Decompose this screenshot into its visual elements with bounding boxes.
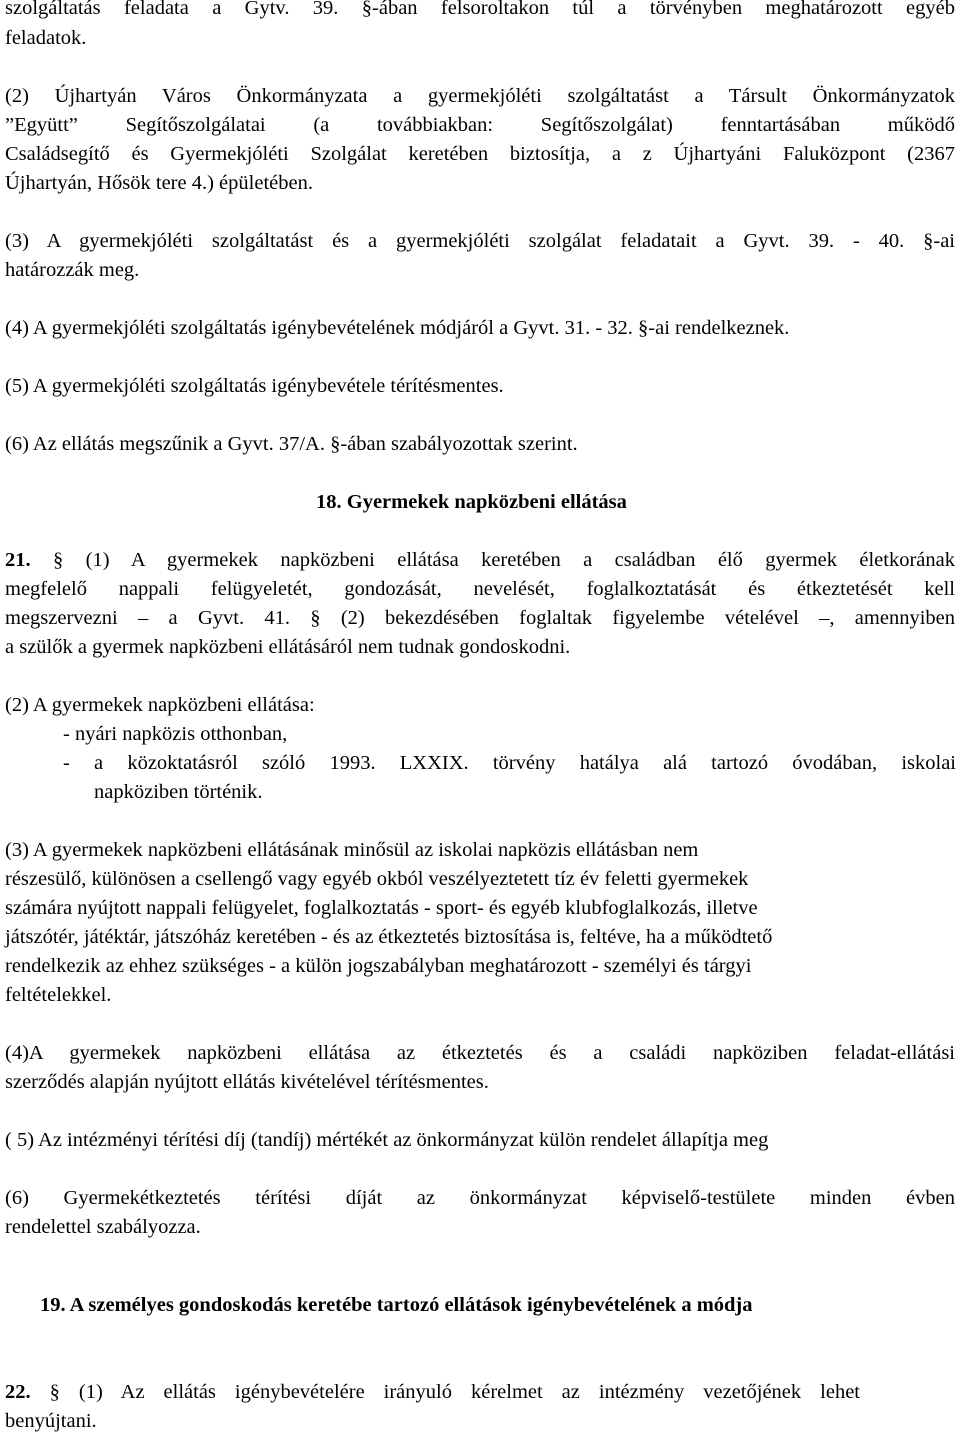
section-heading-18: 18. Gyermekek napközbeni ellátása [316,491,627,513]
sec21-para-1-first-text: § (1) A gyermekek napközbeni ellátása keretében a családban élő gyermek életkorának [30,549,955,571]
section-heading-19: 19. A személyes gondoskodás keretébe tartozó ellátások igénybevételének a módja [40,1294,753,1316]
sec21-para-5: ( 5) Az intézményi térítési díj (tandíj) mértékét az önkormányzat külön rendelet állapítja meg [5,1129,769,1151]
sec21-para-3-line-6: feltételekkel. [5,984,112,1006]
para-5: (5) A gyermekjóléti szolgáltatás igénybevétele térítésmentes. [5,375,504,397]
sec21-para-3-line-3: számára nyújtott nappali felügyelet, foglalkoztatás - sport- és egyéb klubfoglalkozás, illetve [5,897,758,919]
sec22-para-1-line-1 [5,1380,860,1404]
intro-line-1: szolgáltatás feladata a Gytv. 39. §-ában felsoroltakon túl a törvényben meghatározott egyéb [5,0,955,19]
sec21-para-3-line-2: részesülő, különösen a csellengő vagy egyéb okból veszélyeztetett tíz év feletti gyermekek [5,868,749,890]
section-number-22: 22. [5,1381,31,1403]
sec21-list-item-2-cont: napköziben történik. [94,781,263,803]
sec22-para-1-line-2: benyújtani. [5,1410,97,1432]
sec21-para-1-line-1 [5,548,955,572]
sec21-para-4-line-1: (4)A gyermekek napközbeni ellátása az étkeztetés és a családi napköziben feladat-ellátási [5,1042,955,1064]
sec21-para-1-line-3: megszervezni – a Gyvt. 41. § (2) bekezdésében foglaltak figyelembe vételével –, amennyiben [5,607,955,629]
sec21-para-4-line-2: szerződés alapján nyújtott ellátás kivételével térítésmentes. [5,1071,489,1093]
para-2-line-4: Újhartyán, Hősök tere 4.) épületében. [5,172,313,194]
sec21-para-3-line-4: játszótér, játéktár, játszóház keretében - és az étkeztetés biztosítása is, feltéve, ha a működtető [5,926,773,948]
sec21-para-3-line-1: (3) A gyermekek napközbeni ellátásának minősül az iskolai napközis ellátásban nem [5,839,699,861]
section-number-21: 21. [5,549,31,571]
para-3-line-2: határozzák meg. [5,259,140,281]
sec21-para-6-line-2: rendelettel szabályozza. [5,1216,201,1238]
sec21-para-2-title: (2) A gyermekek napközbeni ellátása: [5,694,315,716]
sec21-para-1-line-2: megfelelő nappali felügyeletét, gondozását, nevelését, foglalkoztatását és étkeztetését kell [5,578,955,600]
sec21-list-item-1: - nyári napközis otthonban, [63,723,288,745]
sec21-para-3-line-5: rendelkezik az ehhez szükséges - a külön jogszabályban meghatározott - személyi és tárgyi [5,955,752,977]
para-4: (4) A gyermekjóléti szolgáltatás igénybevételének módjáról a Gyvt. 31. - 32. §-ai rendelkeznek. [5,317,790,339]
sec21-para-1-line-4: a szülők a gyermek napközbeni ellátásáról nem tudnak gondoskodni. [5,636,571,658]
intro-line-2: feladatok. [5,27,87,49]
sec21-list-item-2: - a közoktatásról szóló 1993. LXXIX. törvény hatálya alá tartozó óvodában, iskolai [63,752,956,774]
para-2-line-1: (2) Újhartyán Város Önkormányzata a gyermekjóléti szolgáltatást a Társult Önkormányzatok [5,85,955,107]
para-6: (6) Az ellátás megszűnik a Gyvt. 37/A. §-ában szabályozottak szerint. [5,433,578,455]
sec21-para-6-line-1: (6) Gyermekétkeztetés térítési díját az önkormányzat képviselő-testülete minden évben [5,1187,955,1209]
para-2-line-2: ”Együtt” Segítőszolgálatai (a továbbiakban: Segítőszolgálat) fenntartásában működő [5,114,955,136]
sec22-para-1-first-text: § (1) Az ellátás igénybevételére irányuló kérelmet az intézmény vezetőjének lehet [49,1381,860,1403]
para-2-line-3: Családsegítő és Gyermekjóléti Szolgálat keretében biztosítja, a z Újhartyáni Faluközpont (2367 [5,143,955,165]
para-3-line-1: (3) A gyermekjóléti szolgáltatást és a gyermekjóléti szolgálat feladatait a Gyvt. 39. - 40. §-ai [5,230,955,252]
